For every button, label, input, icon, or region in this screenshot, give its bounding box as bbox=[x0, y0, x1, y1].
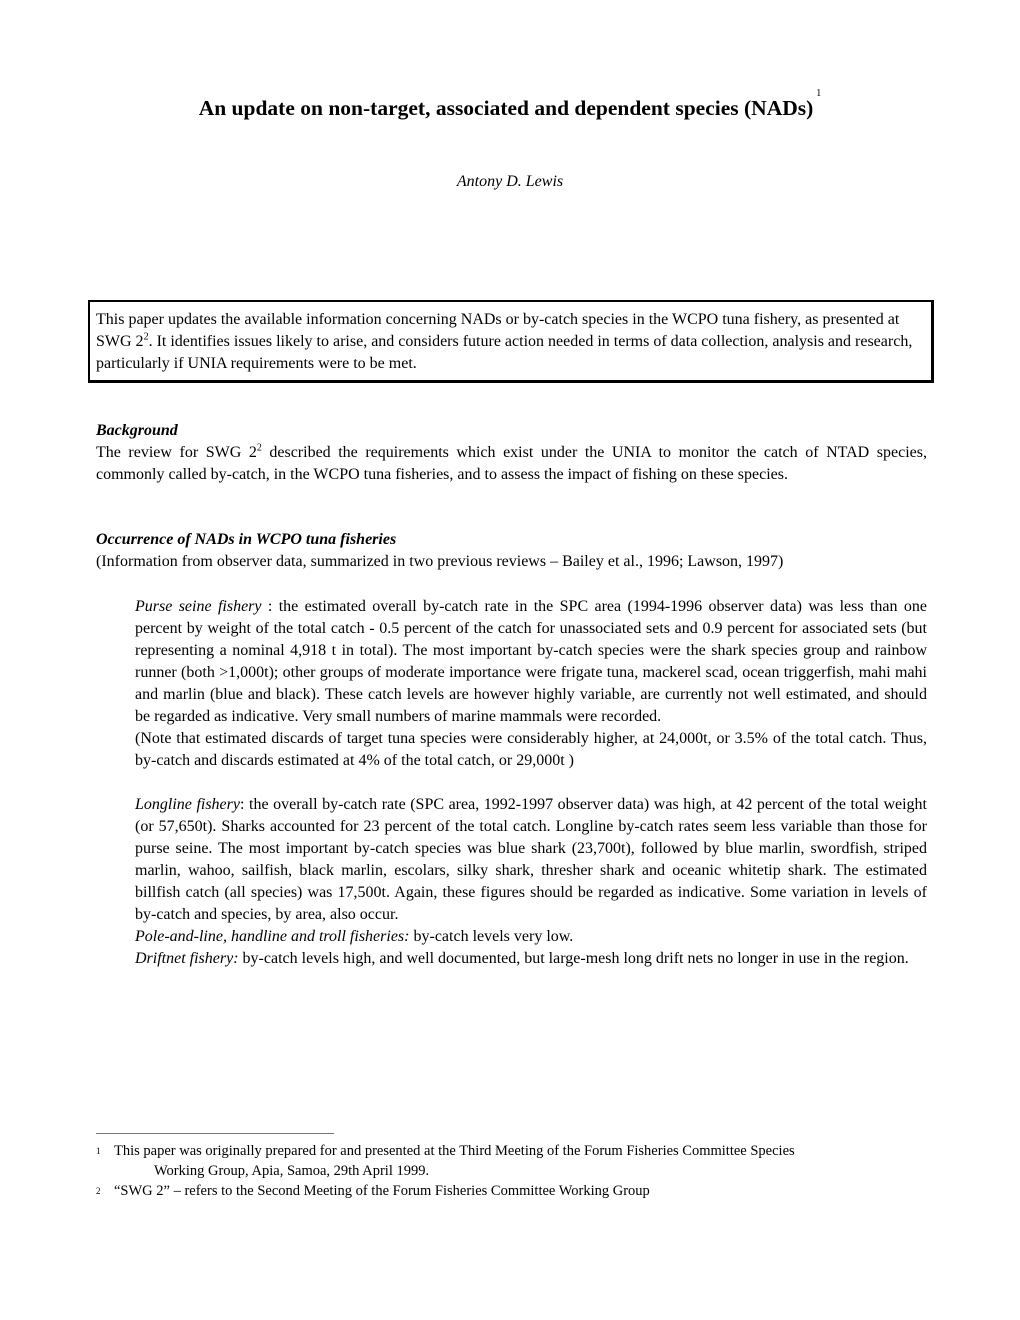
driftnet-label: Driftnet fishery: bbox=[135, 950, 239, 967]
footnote-text-cont: Working Group, Apia, Samoa, 29th April 1999. bbox=[154, 1163, 430, 1179]
longline-label: Longline fishery bbox=[135, 796, 240, 813]
background-paragraph bbox=[96, 442, 927, 486]
footnote-text: This paper was originally prepared for and presented at the Third Meeting of the Forum Fisheries Committee Species bbox=[114, 1143, 795, 1159]
footnote-ref-2: 2 bbox=[256, 442, 262, 454]
background-section bbox=[96, 420, 927, 486]
fisheries-list bbox=[135, 596, 927, 970]
page-title bbox=[0, 88, 1020, 121]
author: Antony D. Lewis bbox=[456, 173, 564, 190]
footnote-2 bbox=[96, 1181, 927, 1201]
pole-and-line-paragraph bbox=[135, 926, 927, 948]
footnote-text: “SWG 2” – refers to the Second Meeting of the Forum Fisheries Committee Working Group bbox=[114, 1183, 650, 1199]
purse-seine-label: Purse seine fishery bbox=[135, 598, 262, 615]
longline-paragraph bbox=[135, 794, 927, 926]
abstract-text: This paper updates the available information concerning NADs or by-catch species in the WCPO tuna fishery, as presented at SWG 2 bbox=[96, 311, 900, 350]
occurrence-section bbox=[96, 529, 927, 573]
purse-seine-paragraph bbox=[135, 596, 927, 728]
abstract-box bbox=[88, 300, 934, 383]
title-text: An update on non-target, associated and dependent species (NADs) bbox=[198, 96, 814, 120]
background-heading: Background bbox=[96, 422, 178, 439]
occurrence-heading: Occurrence of NADs in WCPO tuna fisheries bbox=[96, 531, 397, 548]
footnote-1 bbox=[96, 1141, 927, 1181]
occurrence-subtitle: (Information from observer data, summarized in two previous reviews – Bailey et al., 1996; Lawson, 1997) bbox=[96, 553, 784, 570]
footnote-ref-1: 1 bbox=[816, 88, 822, 99]
pole-and-line-text: by-catch levels very low. bbox=[409, 928, 574, 945]
purse-seine-text: : the estimated overall by-catch rate in the SPC area (1994-1996 observer data) was less than one percent by weight of the total catch - 0.5 percent of the catch for unassociated sets and 0.9 percent for associated sets (but representing a nominal 4,918 t in total). The most important by-catch species were the shark species group and rainbow runner (both >1,000t); other groups of moderate importance were frigate tuna, mackerel scad, ocean triggerfish, mahi mahi and marlin (blue and black). These catch levels are however highly variable, are currently not well estimated, and should be regarded as indicative. Very small numbers of marine mammals were recorded. bbox=[135, 598, 927, 725]
footnote-ref-2: 2 bbox=[143, 331, 149, 343]
driftnet-text: by-catch levels high, and well documented, but large-mesh long drift nets no longer in use in the region. bbox=[238, 950, 909, 967]
driftnet-paragraph bbox=[135, 948, 927, 970]
longline-text: : the overall by-catch rate (SPC area, 1992-1997 observer data) was high, at 42 percent of the total weight (or 57,650t). Sharks accounted for 23 percent of the total catch. Longline by-catch rates seem less variable than those for purse seine. The most important by-catch species was blue shark (23,700t), followed by blue marlin, swordfish, striped marlin, wahoo, sailfish, black marlin, escolars, silky shark, thresher shark and oceanic whitetip shark. The estimated billfish catch (all species) was 17,500t. Again, these figures should be regarded as indicative. Some variation in levels of by-catch and species, by area, also occur. bbox=[135, 796, 928, 923]
footnote-number: 1 bbox=[96, 1146, 101, 1156]
pole-and-line-label: Pole-and-line, handline and troll fisheries: bbox=[135, 928, 410, 945]
background-text-cont: described the requirements which exist under the UNIA to monitor the catch of NTAD species, commonly called by-catch, in the WCPO tuna fisheries, and to assess the impact of fishing on these species. bbox=[96, 444, 927, 483]
purse-seine-note: (Note that estimated discards of target tuna species were considerably higher, at 24,000t, or 3.5% of the total catch. Thus, by-catch and discards estimated at 4% of the total catch, or 29,000t ) bbox=[135, 730, 927, 769]
footnote-divider bbox=[96, 1133, 334, 1134]
abstract-text-cont: . It identifies issues likely to arise, and considers future action needed in terms of data collection, analysis and research, particularly if UNIA requirements were to be met. bbox=[96, 333, 913, 372]
footnote-number: 2 bbox=[96, 1186, 101, 1196]
background-text: The review for SWG 2 bbox=[96, 444, 257, 461]
